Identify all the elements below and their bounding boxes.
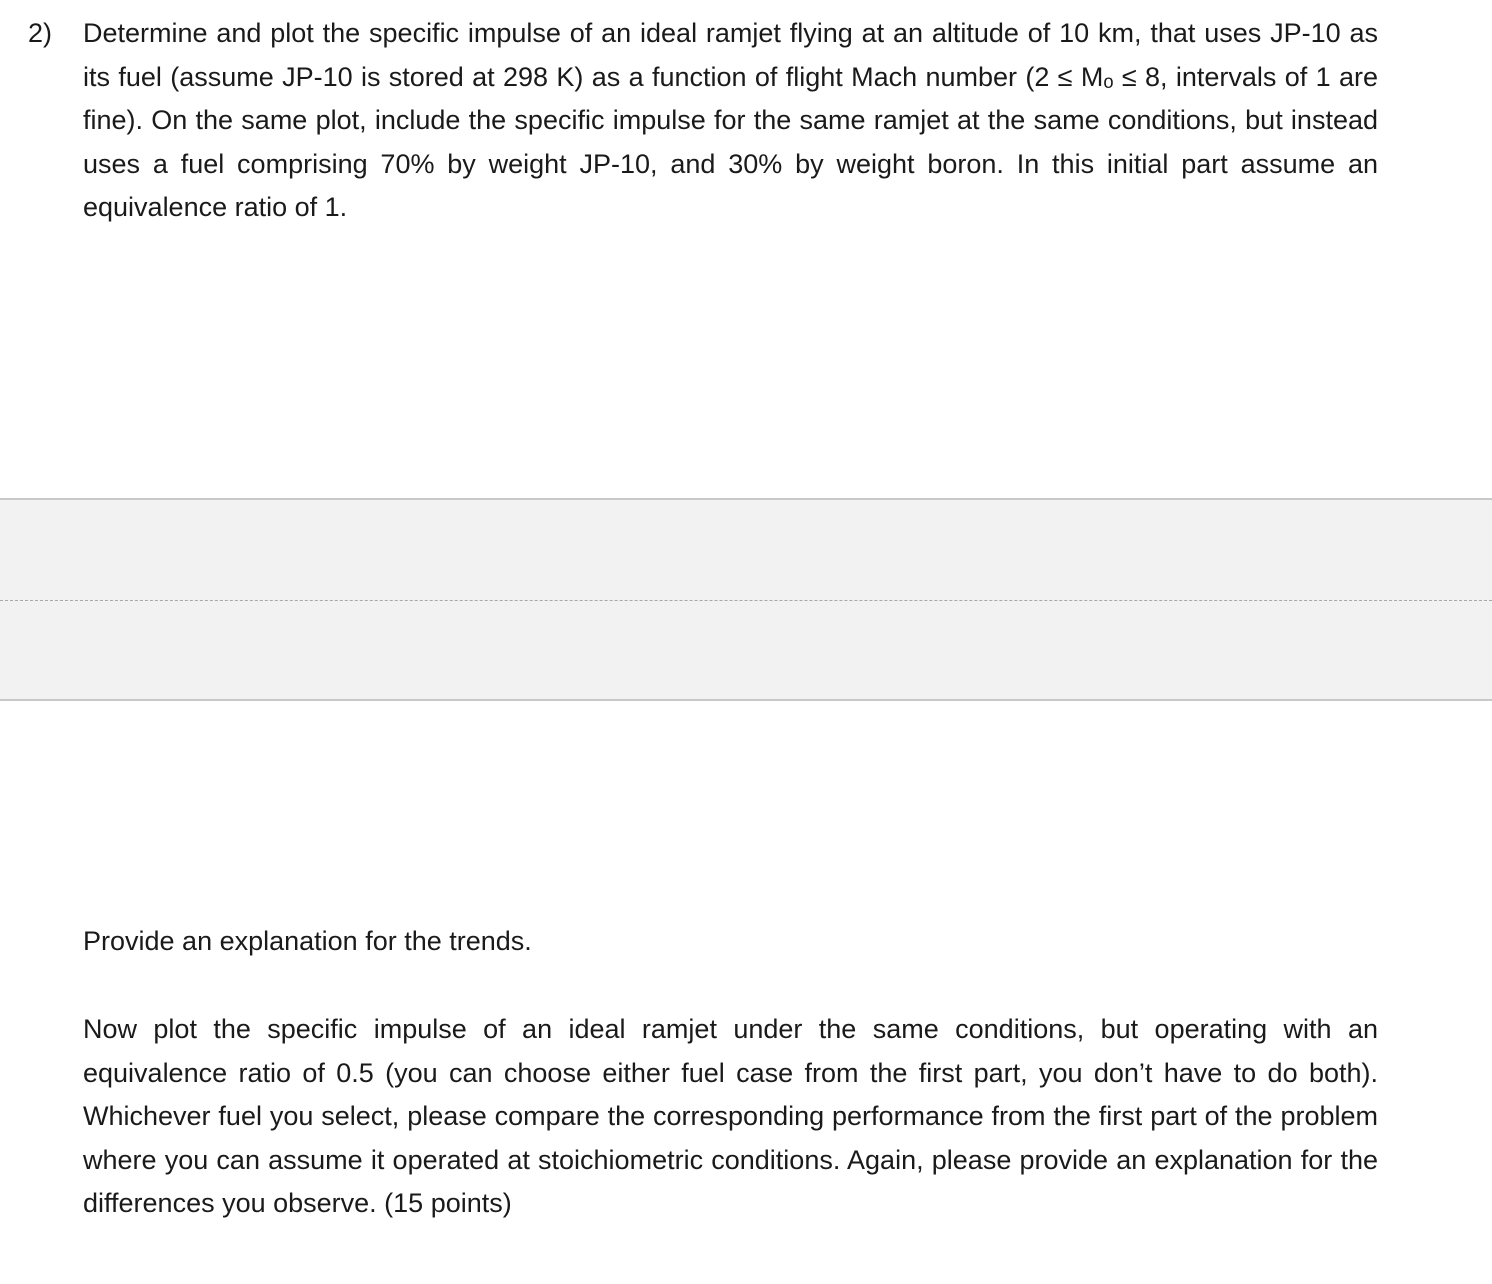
explanation-prompt: Provide an explanation for the trends. — [83, 926, 532, 956]
question-part2-text: Now plot the specific impulse of an ideal ramjet under the same conditions, but operating with an equivalence ratio of 0.5 (you can choose either fuel case from the first part, you don’t have to do both). Whichever fuel you select, please compare the corresponding performance from the first part of the problem where you can assume it operated at stoichiometric conditions. Again, please provide an explanation for the differences you observe. (15 points) — [83, 1014, 1378, 1218]
answer-band-divider — [0, 600, 1492, 601]
answer-band — [0, 498, 1492, 701]
question-number: 2) — [28, 18, 53, 48]
question-part1-text: Determine and plot the specific impulse of an ideal ramjet flying at an altitude of 10 km, that uses JP-10 as its fuel (assume JP-10 is stored at 298 K) as a function of flight Mach number (2 ≤ Mₒ ≤ 8, intervals of 1 are fine). On the same plot, include the specific impulse for the same ramjet at the same conditions, but instead uses a fuel comprising 70% by weight JP-10, and 30% by weight boron. In this initial part assume an equivalence ratio of 1. — [83, 18, 1378, 222]
